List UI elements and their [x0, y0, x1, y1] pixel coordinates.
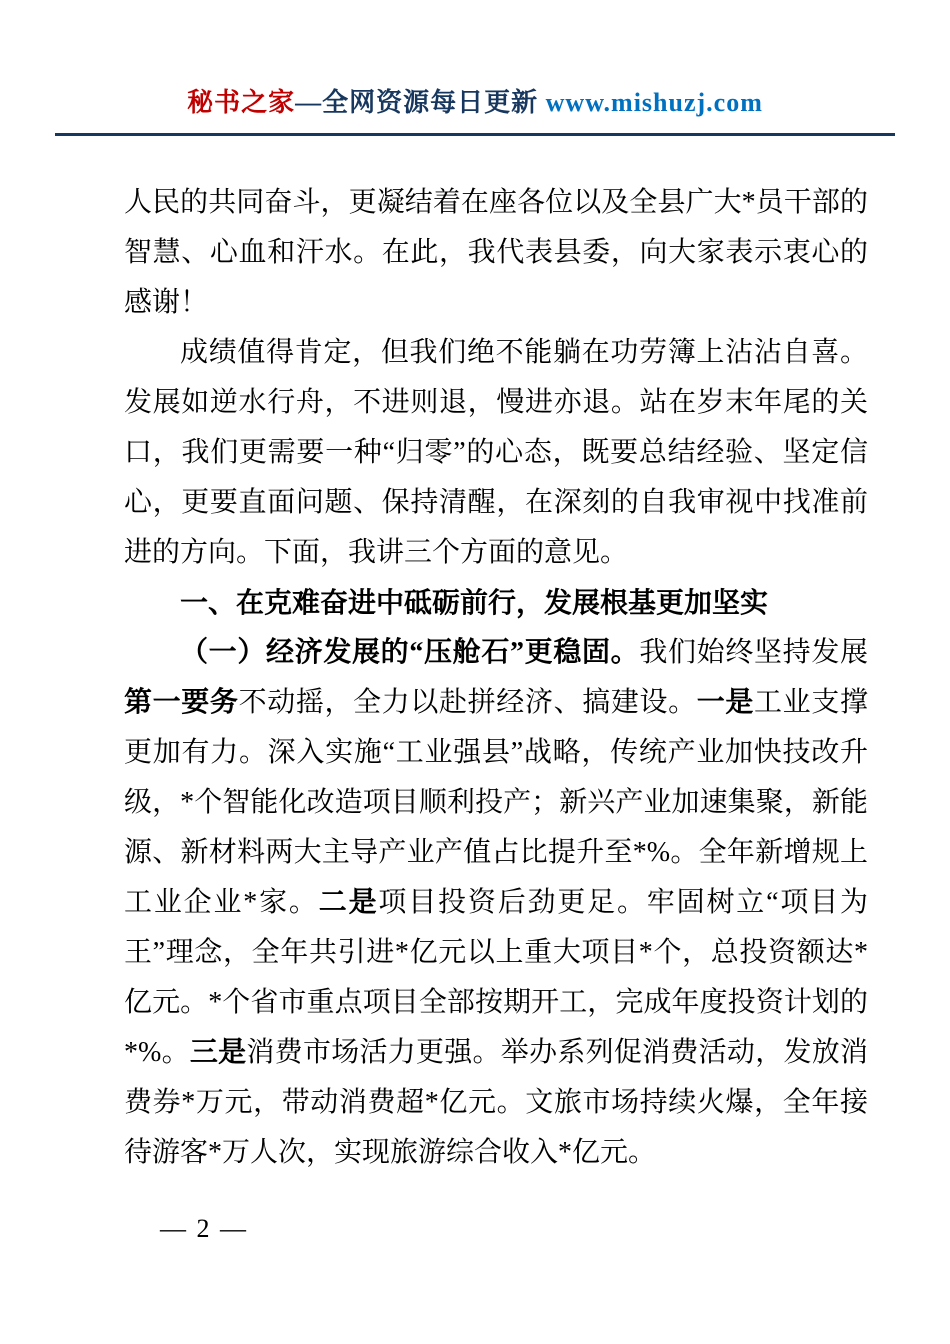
- text-run: 一、在克难奋进中砥砺前行，发展根基更加坚实: [180, 587, 769, 618]
- text-run: 消费市场活力更强。举办系列促消费活动，发放消费券*万元，带动消费超*亿元。文旅市场持续火爆，全年接待游客*万人次，实现旅游综合收入*亿元。: [124, 1037, 868, 1168]
- document-body: [124, 178, 868, 1178]
- text-run: 工业支撑更加有力。深入实施“工业强县”战略，传统产业加快技改升级，*个智能化改造项目顺利投产；新兴产业加速集聚，新能源、新材料两大主导产业产值占比提升至*%。全年新增规上工业企业*家。: [124, 687, 868, 918]
- header-tagline: —全网资源每日更新: [295, 88, 546, 117]
- text-run: 人民的共同奋斗，更凝结着在座各位以及全县广大*员干部的智慧、心血和汗水。在此，我代表县委，向大家表示衷心的感谢！: [124, 187, 868, 318]
- paragraph: [124, 328, 868, 578]
- text-run: 一是: [696, 687, 755, 718]
- paragraph: [124, 178, 868, 328]
- page-number: — 2 —: [160, 1214, 248, 1243]
- text-run: 项目投资后劲更足。牢固树立“项目为王”理念，全年共引进*亿元以上重大项目*个，总投资额达*亿元。*个省市重点项目全部按期开工，完成年度投资计划的*%。: [124, 887, 868, 1068]
- section-heading: [124, 578, 868, 628]
- text-run: 不动摇，全力以赴拼经济、搞建设。: [238, 687, 697, 718]
- text-run: 第一要务: [124, 687, 239, 718]
- text-run: 成绩值得肯定，但我们绝不能躺在功劳簿上沾沾自喜。发展如逆水行舟，不进则退，慢进亦退。站在岁末年尾的关口，我们更需要一种“归零”的心态，既要总结经验、坚定信心，更要直面问题、保持清醒，在深刻的自我审视中找准前进的方向。下面，我讲三个方面的意见。: [124, 337, 868, 568]
- text-run: 二是: [318, 887, 379, 918]
- site-name: 秘书之家: [187, 88, 296, 117]
- text-run: （一）经济发展的“压舱石”更稳固。: [180, 637, 640, 668]
- text-run: 我们始终坚持发展: [639, 637, 868, 668]
- text-run: 三是: [189, 1037, 247, 1068]
- page-header: [55, 82, 895, 136]
- site-url[interactable]: www.mishuzj.com: [545, 88, 763, 117]
- paragraph: [124, 628, 868, 1178]
